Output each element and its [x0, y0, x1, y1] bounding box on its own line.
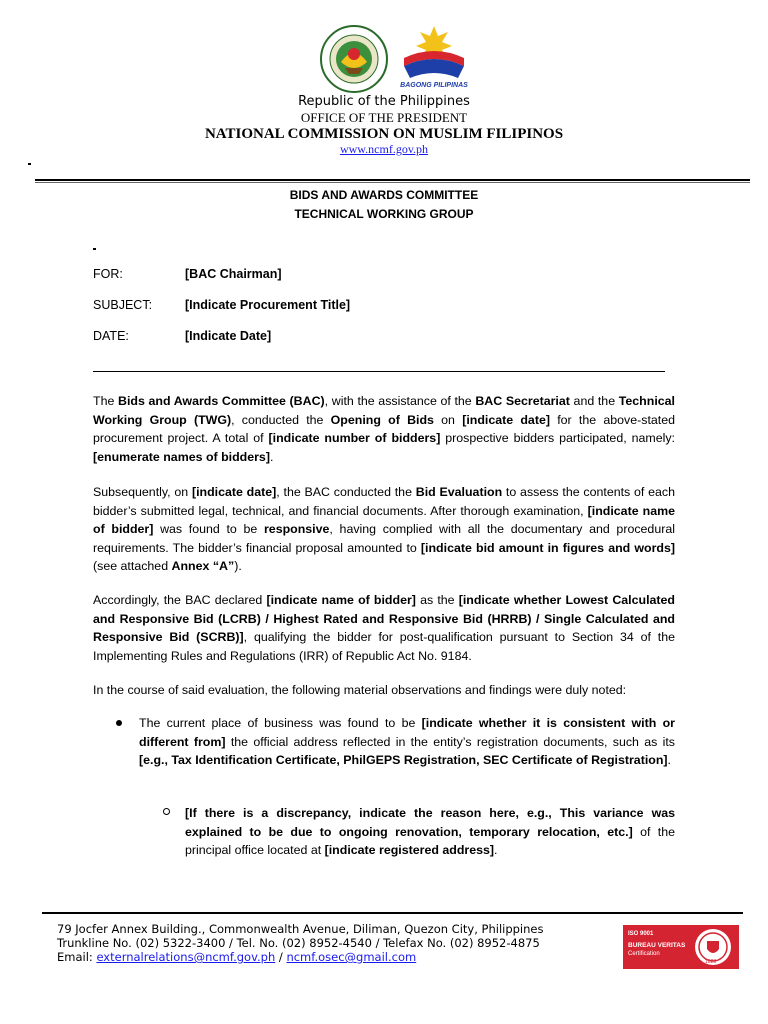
cert-year: 1828 [705, 959, 717, 965]
subject-label: SUBJECT: [93, 298, 153, 312]
stray-mark-2 [93, 248, 96, 250]
cert-iso: ISO 9001 [628, 931, 654, 937]
paragraph-observations: In the course of said evaluation, the following material observations and findings were duly noted: [93, 683, 627, 697]
date-value: [Indicate Date] [185, 329, 272, 343]
header-rule [35, 179, 750, 181]
cert-name: BUREAU VERITAS [628, 942, 686, 949]
email-link-external[interactable]: externalrelations@ncmf.gov.ph [96, 950, 276, 964]
for-value: [BAC Chairman] [185, 267, 282, 281]
committee-title: BIDS AND AWARDS COMMITTEE [289, 188, 479, 202]
footer-rule [42, 912, 743, 914]
cert-sub: Certification [628, 951, 660, 957]
subject-value: [Indicate Procurement Title] [185, 298, 351, 312]
stray-mark [28, 163, 31, 165]
ncmf-seal [319, 24, 389, 94]
email-link-osec[interactable]: ncmf.osec@gmail.com [286, 950, 417, 964]
memo-rule [93, 371, 665, 372]
date-label: DATE: [93, 329, 129, 343]
header-rule-thin [35, 182, 750, 183]
footer-email: Email: externalrelations@ncmf.gov.ph / ncmf.osec@gmail.com [57, 950, 417, 964]
bagong-pilipinas-logo [398, 24, 470, 94]
website-link[interactable]: www.ncmf.gov.ph [339, 142, 429, 156]
paragraph-opening: The Bids and Awards Committee (BAC), with the assistance of the BAC Secretariat and the Technical Working Group (TWG), conducted the Opening of Bids on [indicate date] for the above-stated procurement project. A total of [indicate number of bidders] prospective bidders participated, namely: [enumerate names of bidders]. [93, 394, 676, 464]
twg-title: TECHNICAL WORKING GROUP [294, 207, 474, 221]
bureau-veritas-cert [623, 925, 739, 969]
paragraph-declaration: Accordingly, the BAC declared [indicate name of bidder] as the [indicate whether Lowest Calculated and Responsive Bid (LCRB) / Highest Rated and Responsive Bid (HRRB) / Single Calculated and Responsive Bid (SCRB)], qualifying the bidder for post-qualification pursuant to Section 34 of the Implementing Rules and Regulations (IRR) of Republic Act No. 9184. [93, 593, 675, 663]
for-label: FOR: [93, 267, 123, 281]
republic-line: Republic of the Philippines [298, 94, 470, 109]
office-line: OFFICE OF THE PRESIDENT [300, 110, 468, 125]
bagong-pilipinas-label: BAGONG PILIPINAS [400, 82, 468, 89]
footer-address: 79 Jocfer Annex Building., Commonwealth Avenue, Diliman, Quezon City, Philippines [57, 922, 544, 936]
sub-bullet-marker [163, 808, 170, 815]
bullet-place-of-business: The current place of business was found to be [indicate whether it is consistent with or different from] the official address reflected in the entity’s registration documents, such as its [e.g., Tax Identification Certificate, PhilGEPS Registration, SEC Certificate of Registration]. [139, 716, 675, 768]
website-line [0, 142, 768, 157]
sub-bullet-discrepancy: [If there is a discrepancy, indicate the reason here, e.g., This variance was explained to be due to ongoing renovation, temporary relocation, etc.] of the principal office located at [indicate registered address]. [185, 806, 675, 858]
bullet-marker [116, 720, 122, 726]
paragraph-evaluation: Subsequently, on [indicate date], the BAC conducted the Bid Evaluation to assess the contents of each bidder’s submitted legal, technical, and financial documents. After thorough examination, [indicate name of bidder] was found to be responsive, having complied with all the documentary and procedural requirements. The bidder’s financial proposal amounted to [indicate bid amount in figures and words] (see attached Annex “A”). [93, 485, 676, 574]
agency-name: NATIONAL COMMISSION ON MUSLIM FILIPINOS [204, 126, 564, 142]
footer-phones: Trunkline No. (02) 5322-3400 / Tel. No. (02) 8952-4540 / Telefax No. (02) 8952-4875 [57, 936, 540, 950]
